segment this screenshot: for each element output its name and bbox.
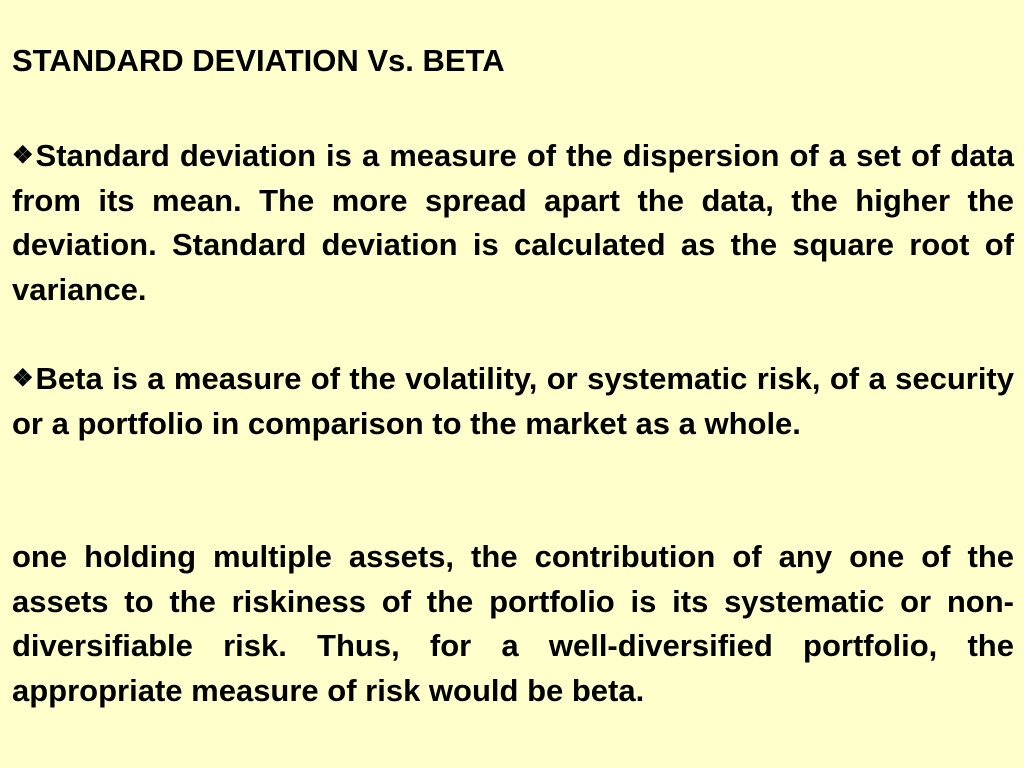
- bullet-paragraph-beta: [12, 357, 1014, 446]
- paragraph-text: one holding multiple assets, the contribution of any one of the assets to the riskiness of the portfolio is its systematic or non-diversifiable risk. Thus, for a well-diversified portfolio, the appropriate measure of risk would be beta.: [12, 539, 1014, 708]
- bullet-paragraph-standard-deviation: [12, 134, 1014, 312]
- diamond-bullet-icon: ❖: [12, 365, 34, 392]
- paragraph-text: Beta is a measure of the volatility, or systematic risk, of a security or a portfolio in comparison to the market as a whole.: [12, 361, 1014, 441]
- paragraph-portfolio-risk: [12, 535, 1014, 713]
- paragraph-text: Standard deviation is a measure of the dispersion of a set of data from its mean. The more spread apart the data, the higher the deviation. Standard deviation is calculated as the square root of variance.: [12, 138, 1014, 307]
- diamond-bullet-icon: ❖: [12, 142, 34, 169]
- slide-title: STANDARD DEVIATION Vs. BETA: [12, 43, 505, 78]
